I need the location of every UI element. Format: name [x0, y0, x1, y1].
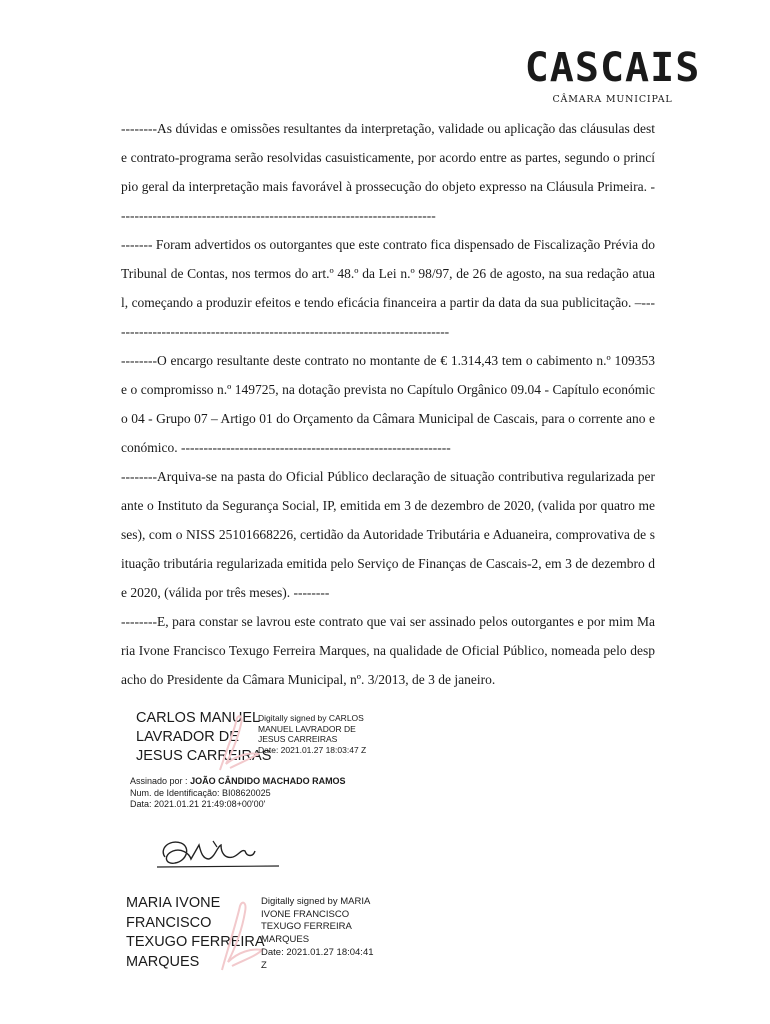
signer-name: MARIA IVONE FRANCISCO TEXUGO FERREIRA MARQUES: [126, 895, 265, 970]
paragraph-closing: --------E, para constar se lavrou este contrato que vai ser assinado pelos outorgantes e por mim Maria Ivone Francisco Texugo Ferreira Marques, na qualidade de Oficial Público, nomeada pelo despacho do Presidente da Câmara Municipal, nº. 3/2013, de 3 de janeiro.: [121, 614, 655, 687]
signature-details: Digitally signed by CARLOS MANUEL LAVRADOR DE JESUS CARREIRAS Date: 2021.01.27 18:03:47 Z: [258, 713, 367, 755]
signer-name: CARLOS MANUEL LAVRADOR DE JESUS CARREIRAS: [136, 710, 272, 764]
paragraph-archive: --------Arquiva-se na pasta do Oficial Público declaração de situação contributiva regularizada perante o Instituto da Segurança Social, IP, emitida em 3 de dezembro de 2020, (valida por quatro meses), com o NISS 25101668226, certidão da Autoridade Tributária e Aduaneira, comprovativa de situação tributária regularizada emitida pelo Serviço de Finanças de Cascais-2, em 3 de dezembro de 2020, (válida por três meses). --------: [121, 469, 655, 600]
signed-by-name: JOÃO CÂNDIDO MACHADO RAMOS: [190, 776, 346, 786]
signature-stamp: [130, 776, 390, 811]
logo-subtitle: CÂMARA MUNICIPAL: [552, 94, 673, 105]
contract-body: [121, 114, 655, 694]
cascais-logo: [515, 45, 710, 105]
signature-details: Digitally signed by MARIA IVONE FRANCISCO TEXUGO FERREIRA MARQUES Date: 2021.01.27 18:04:41 Z: [261, 896, 374, 971]
signature-date: Data: 2021.01.21 21:49:08+00'00': [130, 799, 266, 809]
paragraph-audit-exemption: ------- Foram advertidos os outorgantes que este contrato fica dispensado de Fiscalização Prévia do Tribunal de Contas, nos termos do art.º 48.º da Lei n.º 98/97, de 26 de agosto, na sua redação atual, começando a produzir efeitos e tendo eficácia financeira a partir da data da sua publicitação. –----------------------------------------------------------------------------: [121, 237, 655, 339]
identification-number: Num. de Identificação: BI08620025: [130, 787, 271, 798]
acrobat-signature-icon: [212, 712, 262, 774]
signed-by-label: Assinado por :: [130, 776, 188, 786]
handwritten-signature: [155, 833, 285, 873]
logo-wordmark: CASCAIS: [524, 45, 701, 91]
paragraph-budget-charge: --------O encargo resultante deste contrato no montante de € 1.314,43 tem o cabimento n.º 109353 e o compromisso n.º 149725, na dotação prevista no Capítulo Orgânico 09.04 - Capítulo económico 04 - Grupo 07 – Artigo 01 do Orçamento da Câmara Municipal de Cascais, para o corrente ano económico. ------------------------------------------------------------: [121, 353, 655, 455]
paragraph-doubts-clause: --------As dúvidas e omissões resultantes da interpretação, validade ou aplicação das cláusulas deste contrato-programa serão resolvidas casuisticamente, por acordo entre as partes, segundo o princípio geral da interpretação mais favorável à prossecução do objeto expresso na Cláusula Primeira. -----------------------------------------------------------------------: [121, 121, 655, 223]
acrobat-signature-icon: [214, 898, 266, 974]
